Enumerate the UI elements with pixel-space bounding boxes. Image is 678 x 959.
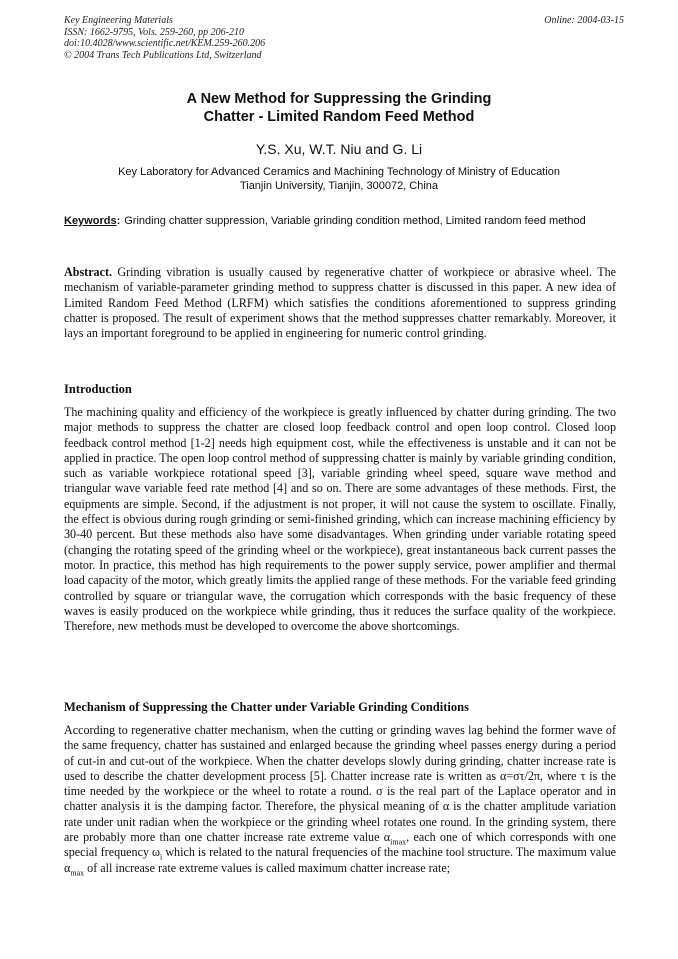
subscript-i: i	[160, 852, 163, 862]
affiliation-line-1: Key Laboratory for Advanced Ceramics and Machining Technology of Ministry of Education	[118, 166, 560, 178]
journal-header	[64, 15, 624, 68]
doi-line: doi:10.4028/www.scientific.net/KEM.259-260.206	[64, 38, 266, 49]
journal-name: Key Engineering Materials	[64, 15, 173, 26]
mechanism-text-part-2: , each one of which corresponds with one special frequency ω	[64, 830, 616, 860]
introduction-heading: Introduction	[64, 382, 132, 396]
mechanism-text-part-3: which is related to the natural frequencies of the machine tool structure. The maximum value α	[64, 845, 616, 875]
title-line-1: A New Method for Suppressing the Grinding	[186, 91, 492, 107]
affiliation-line-2: Tianjin University, Tianjin, 300072, China	[239, 180, 439, 192]
mechanism-text-part-4: of all increase rate extreme values is called maximum chatter increase rate;	[84, 860, 451, 875]
keywords-text: Grinding chatter suppression, Variable grinding condition method, Limited random feed method	[124, 215, 586, 227]
title-line-2: Chatter - Limited Random Feed Method	[203, 109, 475, 125]
mechanism-text-part-1: According to regenerative chatter mechanism, when the cutting or grinding waves lag behind the former wave of the same frequency, chatter has sustained and enlarged because the grinding wheel passes energy during a period of cut-in and cut-out of the workpiece. When the chatter develops slowly during grinding, chatter increase rate is used to describe the chatter development process [5]. Chatter increase rate is written as α=στ/2π, where τ is the time needed by the workpiece or the wheel to rotate a round. σ is the real part of the Laplace operator and in chatter analysis it is the damping factor. Therefore, the physical meaning of α is the chatter amplitude variation rate under unit radian when the workpiece or the grinding wheel rotates one round. In the grinding system, there are probably more than one chatter increase rate extreme value α	[64, 723, 616, 845]
keywords-label: Keywords	[64, 215, 117, 227]
authors: Y.S. Xu, W.T. Niu and G. Li	[255, 141, 423, 157]
keywords-colon: :	[116, 215, 121, 227]
online-date: Online: 2004-03-15	[544, 15, 624, 26]
faded-notice-line	[64, 61, 624, 68]
issn-line: ISSN: 1662-9795, Vols. 259-260, pp 206-210	[64, 26, 244, 38]
subscript-max: max	[70, 868, 85, 878]
subscript-imax: imax	[390, 837, 407, 847]
mechanism-heading: Mechanism of Suppressing the Chatter under Variable Grinding Conditions	[64, 700, 469, 714]
keywords-block	[64, 214, 616, 229]
abstract-text: Grinding vibration is usually caused by regenerative chatter of workpiece or abrasive wheel. The mechanism of variable-parameter grinding method to suppress chatter is discussed in this paper. A new idea of Limited Random Feed Method (LRFM) which satisfies the conditions aforementioned to suppress grinding chatter is proposed. The result of experiment shows that the method suppresses chatter remarkably. Moreover, it lays an important foreground to be applied in engineering for numeric control grinding.	[64, 265, 616, 341]
mechanism-text	[64, 723, 616, 876]
paper-title	[64, 90, 614, 126]
affiliation	[64, 165, 614, 193]
abstract-label: Abstract.	[64, 265, 113, 279]
introduction-text: The machining quality and efficiency of the workpiece is greatly influenced by chatter during grinding. The two major methods to suppress the chatter are closed loop feedback control and open loop control. Closed loop feedback control method [1-2] needs high equipment cost, while the effectiveness is unstable and it can not be applied in practice. The open loop control method of suppressing chatter is mainly by variable grinding condition, such as variable workpiece rotational speed [3], variable grinding wheel speed, square wave method and triangular wave variable feed rate method [4] and so on. There are some advantages of these methods. First, the equipments are simple. Second, if the adjustment is not proper, it will not cause the system to oscillate. Finally, the effect is obvious during rough grinding or semi-finished grinding, which can increase machining efficiency by 30-40 percent. But these methods also have some disadvantages. When grinding under variable rotating speed (changing the rotating speed of the grinding wheel or the workpiece), great instantaneous back current passes the motor. In practice, this method has high requirements to the power supply service, power amplifier and thermal load capacity of the motor, which greatly limits the applied range of these methods. For the variable feed grinding controlled by square or triangular wave, the corrugation which corresponds with the basic frequency of these waves is easily produced on the workpiece while grinding, thus it reduces the surface quality of the workpiece. Therefore, new methods must be developed to overcome the above shortcomings.	[64, 405, 616, 634]
copyright-line: © 2004 Trans Tech Publications Ltd, Switzerland	[64, 49, 262, 61]
abstract	[64, 265, 616, 341]
